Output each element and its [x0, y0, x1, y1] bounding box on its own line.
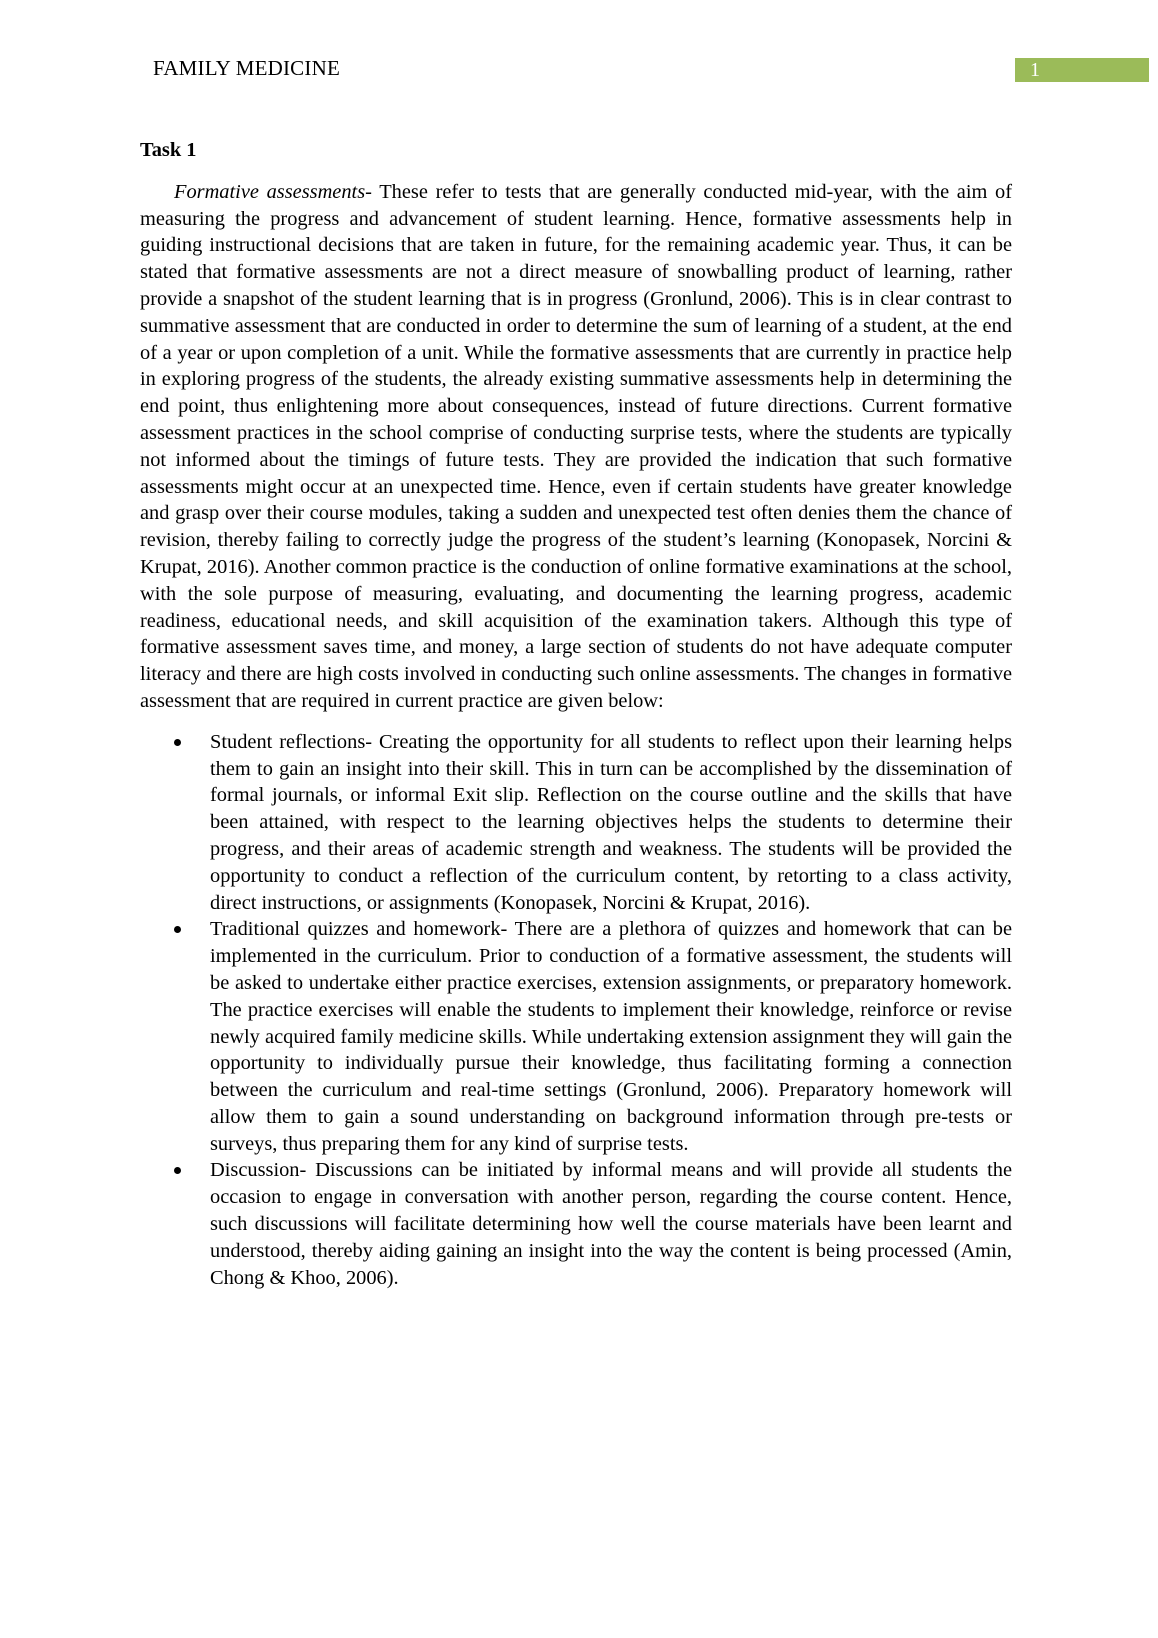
list-item-text: Discussion- Discussions can be initiated by informal means and will provide all students the occasion to engage in conversation with another person, regarding the course content. Hence, such discussions will facilitate determining how well the course materials have been learnt and understood, thereby aiding gaining an insight into the way the content is being processed (Amin, Chong & Khoo, 2006). [210, 1159, 1012, 1289]
list-item-text: Student reflections- Creating the opportunity for all students to reflect upon their learning helps them to gain an insight into their skill. This in turn can be accomplished by the dissemination of formal journals, or informal Exit slip. Reflection on the course outline and the skills that have been attained, with respect to the learning objectives helps the students to determine their progress, and their areas of academic strength and weakness. The students will be provided the opportunity to conduct a reflection of the curriculum content, by retorting to a class activity, direct instructions, or assignments (Konopasek, Norcini & Krupat, 2016). [210, 730, 1012, 914]
intro-term: Formative assessments [174, 180, 366, 203]
bullet-icon [174, 1167, 181, 1174]
document-body [140, 137, 1012, 1291]
changes-list [140, 729, 1012, 1292]
list-item-student-reflections [140, 729, 1012, 917]
list-item-discussion [140, 1157, 1012, 1291]
list-item-quizzes-homework [140, 916, 1012, 1157]
bullet-icon [174, 926, 181, 933]
intro-text: - These refer to tests that are generally conducted mid-year, with the aim of measuring the progress and advancement of student learning. Hence, formative assessments help in guiding instructional decisions that are taken in future, for the remaining academic year. Thus, it can be stated that formative assessments are not a direct measure of snowballing product of learning, rather provide a snapshot of the student learning that is in progress (Gronlund, 2006). This is in clear contrast to summative assessment that are conducted in order to determine the sum of learning of a student, at the end of a year or upon completion of a unit. While the formative assessments that are currently in practice help in exploring progress of the students, the already existing summative assessments help in determining the end point, thus enlightening more about consequences, instead of future directions. Current formative assessment practices in the school comprise of conducting surprise tests, where the students are typically not informed about the timings of future tests. They are provided the indication that such formative assessments might occur at an unexpected time. Hence, even if certain students have greater knowledge and grasp over their course modules, taking a sudden and unexpected test often denies them the chance of revision, thereby failing to correctly judge the progress of the student’s learning (Konopasek, Norcini & Krupat, 2016). Another common practice is the conduction of online formative examinations at the school, with the sole purpose of measuring, evaluating, and documenting the learning progress, academic readiness, educational needs, and skill acquisition of the examination takers. Although this type of formative assessment saves time, and money, a large section of students do not have adequate computer literacy and there are high costs involved in conducting such online assessments. The changes in formative assessment that are required in current practice are given below: [140, 180, 1013, 712]
intro-paragraph [140, 179, 1012, 715]
bullet-icon [174, 739, 181, 746]
page-number: 1 [1015, 58, 1149, 82]
task-heading: Task 1 [140, 139, 197, 161]
list-item-text: Traditional quizzes and homework- There are a plethora of quizzes and homework that can be implemented in the curriculum. Prior to conduction of a formative assessment, the students will be asked to undertake either practice exercises, extension assignments, or preparatory homework. The practice exercises will enable the students to implement their knowledge, reinforce or revise newly acquired family medicine skills. While undertaking extension assignment they will gain the opportunity to individually pursue their knowledge, thus facilitating forming a connection between the curriculum and real-time settings (Gronlund, 2006). Preparatory homework will allow them to gain a sound understanding on background information through pre-tests or surveys, thus preparing them for any kind of surprise tests. [210, 918, 1012, 1155]
page-header-title: FAMILY MEDICINE [153, 56, 340, 80]
